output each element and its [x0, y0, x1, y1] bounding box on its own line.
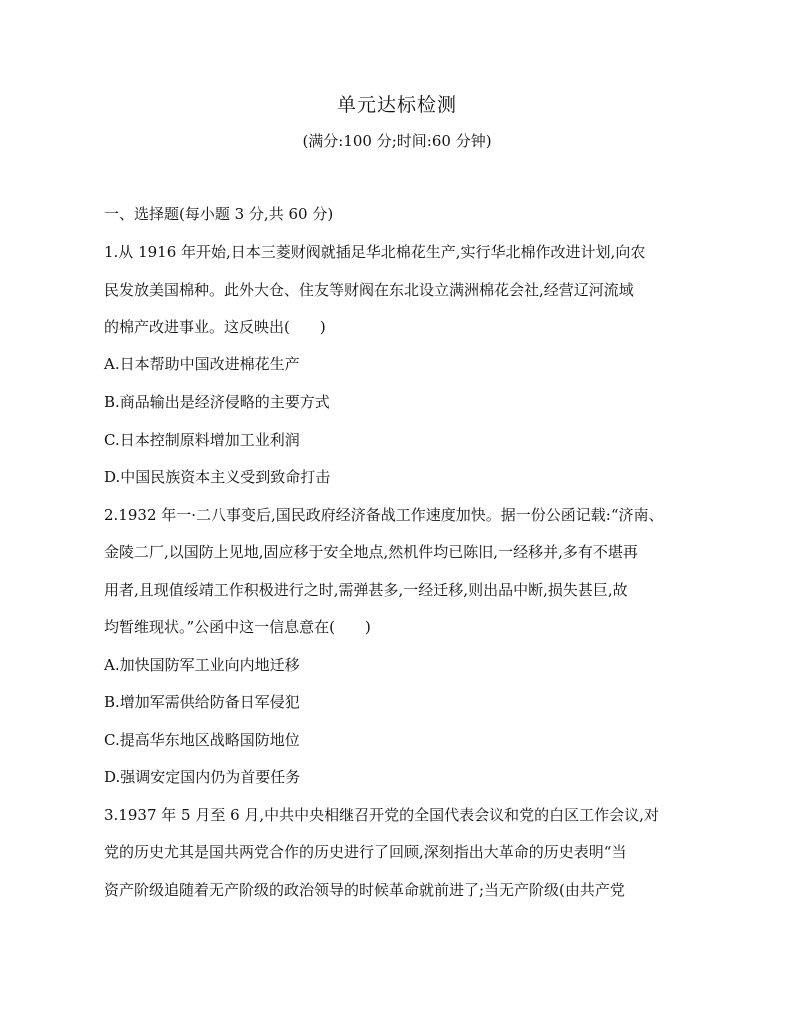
- question-2-option-d: D.强调安定国内仍为首要任务: [104, 768, 301, 786]
- question-1-option-c: C.日本控制原料增加工业利润: [104, 431, 300, 449]
- question-2-option-b: B.增加军需供给防备日军侵犯: [104, 693, 300, 711]
- page-subtitle: (满分:100 分;时间:60 分钟): [302, 132, 492, 150]
- question-3-stem-line-1: 3.1937 年 5 月至 6 月,中共中央相继召开党的全国代表会议和党的白区工作会议,对: [104, 806, 659, 824]
- page-title: 单元达标检测: [336, 94, 457, 116]
- question-1-stem-line-2: 民发放美国棉种。此外大仓、住友等财阀在东北设立满洲棉花会社,经营辽河流域: [104, 281, 634, 299]
- question-1-option-b: B.商品输出是经济侵略的主要方式: [104, 393, 330, 411]
- question-1-option-d: D.中国民族资本主义受到致命打击: [104, 468, 331, 486]
- question-3-stem-line-2: 党的历史尤其是国共两党合作的历史进行了回顾,深刻指出大革命的历史表明“当: [104, 843, 627, 861]
- question-1-stem-line-3: 的棉产改进事业。这反映出( ): [104, 318, 326, 336]
- question-2-stem-line-3: 用者,且现值绥靖工作积极进行之时,需弹甚多,一经迁移,则出品中断,损失甚巨,故: [104, 581, 628, 599]
- question-2-option-a: A.加快国防军工业向内地迁移: [104, 656, 300, 674]
- question-2-option-c: C.提高华东地区战略国防地位: [104, 731, 300, 749]
- question-2-stem-line-4: 均暂维现状。”公函中这一信息意在( ): [104, 618, 371, 636]
- question-2-stem-line-2: 金陵二厂,以国防上见地,固应移于安全地点,然机件均已陈旧,一经移并,多有不堪再: [104, 543, 638, 561]
- question-1-stem-line-1: 1.从 1916 年开始,日本三菱财阀就插足华北棉花生产,实行华北棉作改进计划,向农: [104, 243, 646, 261]
- section-heading: 一、选择题(每小题 3 分,共 60 分): [104, 205, 334, 223]
- question-2-stem-line-1: 2.1932 年一·二八事变后,国民政府经济备战工作速度加快。据一份公函记载:“济南、: [104, 506, 664, 524]
- question-3-stem-line-3: 资产阶级追随着无产阶级的政治领导的时候革命就前进了;当无产阶级(由共产党: [104, 881, 625, 899]
- question-1-option-a: A.日本帮助中国改进棉花生产: [104, 355, 300, 373]
